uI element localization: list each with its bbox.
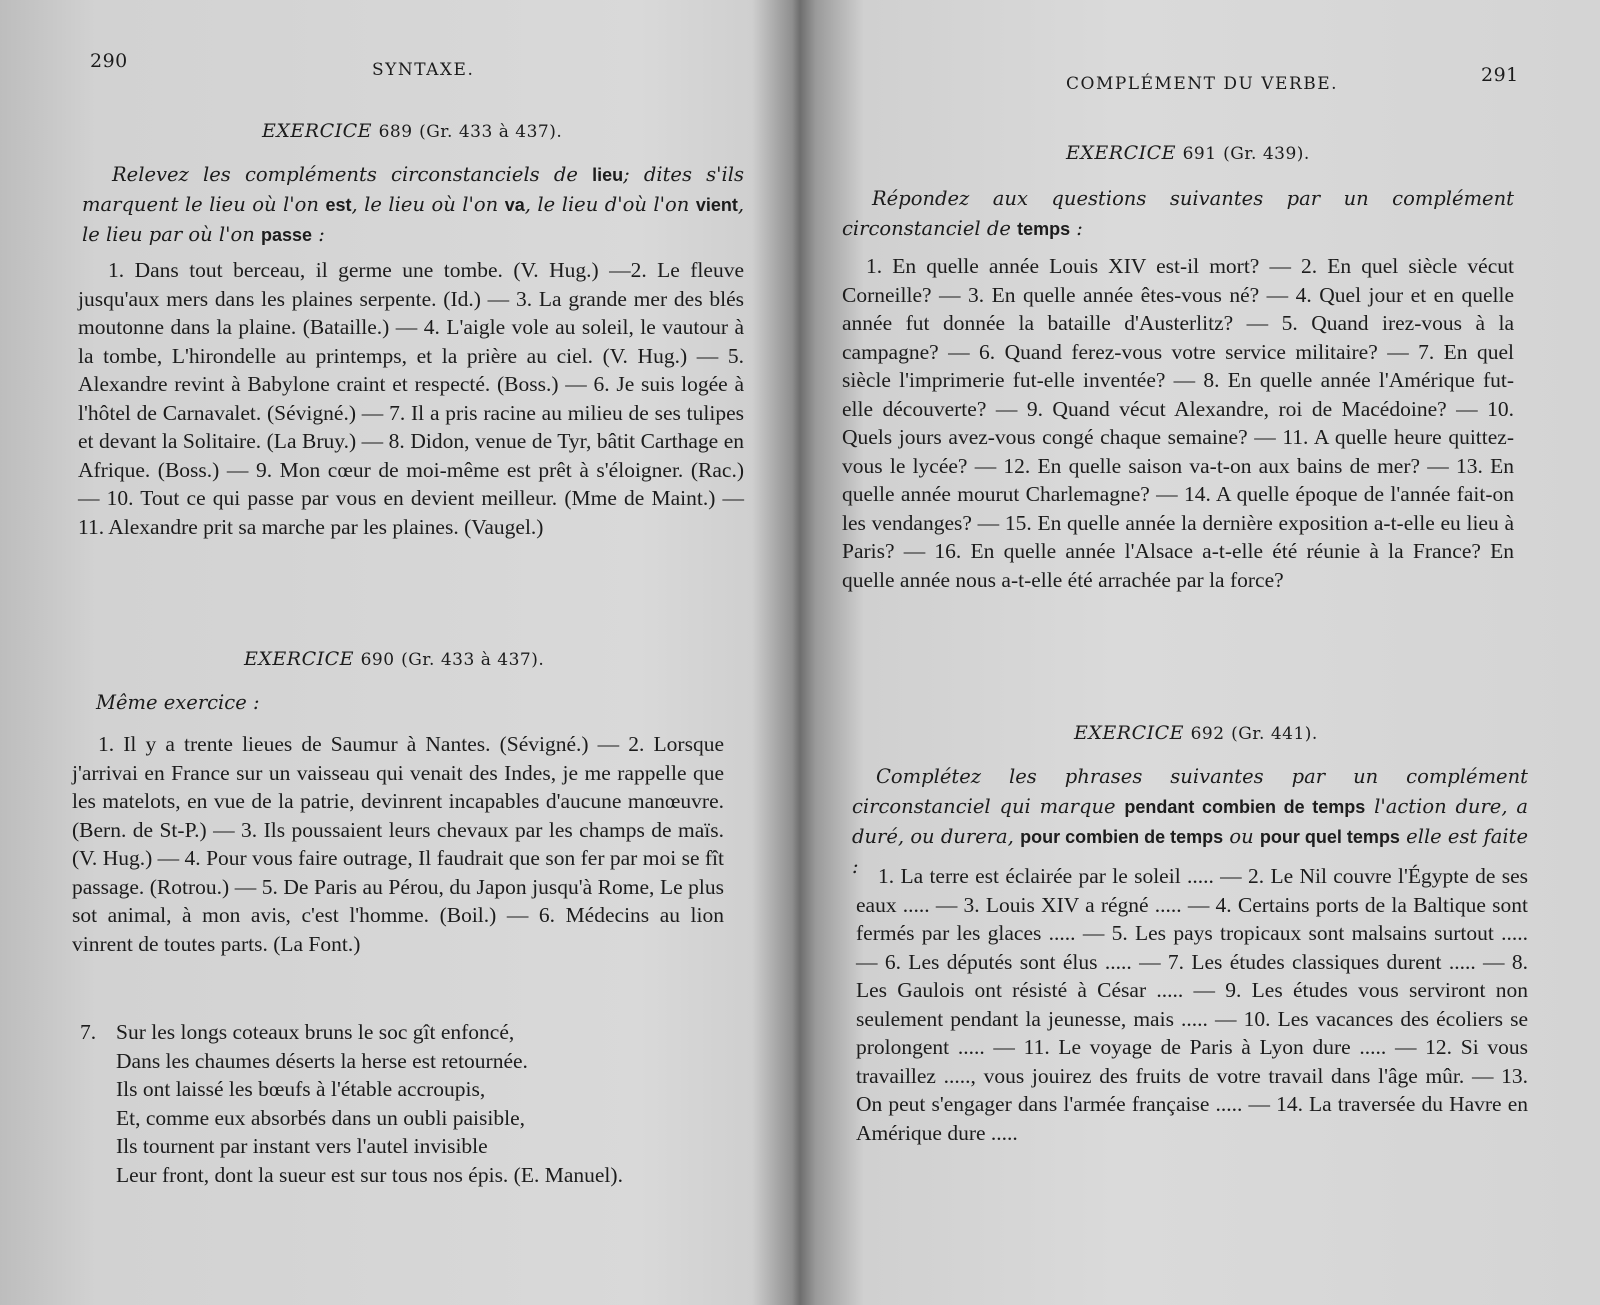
instruction-keyword: passe — [260, 225, 313, 245]
right-page — [800, 0, 1600, 1305]
instruction-text: , le lieu d'où l'on — [524, 193, 696, 216]
exercise-691-text: 1. En quelle année Louis XIV est-il mort? — 2. En quel siècle vécut Corneille? — 3. En quelle année êtes-vous né? — 4. Quel jour et en quelle année fut donnée la bataille d'Austerlitz? — 5. Quand irez-vous à la campagne? — 6. Quand ferez-vous votre service militaire? — 7. En quel siècle l'imprimerie fut-elle inventée? — 8. En quelle année l'Amérique fut-elle découverte? — 9. Quand vécut Alexandre, roi de Macédoine? — 10. Quels jours avez-vous congé chaque semaine? — 11. A quelle heure quittez-vous le lycée? — 12. En quelle saison va-t-on aux bains de mer? — 13. En quelle année mourut Charlemagne? — 14. A quelle époque de l'année fait-on les vendanges? — 15. En quelle année la dernière exposition a-t-elle eu lieu à Paris? — 16. En quelle année l'Alsace a-t-elle été réunie à la France? En quelle année nous a-t-elle été arrachée par la force? — [842, 254, 1514, 592]
instruction-text: , le lieu où l'on — [351, 193, 505, 216]
poem-line: Dans les chaumes déserts la herse est retournée. — [116, 1048, 528, 1073]
exercise-label: EXERCICE — [244, 648, 355, 670]
grammar-reference: (Gr. 433 à 437). — [419, 122, 563, 142]
exercise-label: EXERCICE — [1074, 722, 1185, 744]
exercise-number: 690 — [360, 650, 395, 670]
grammar-reference: (Gr. 433 à 437). — [401, 650, 545, 670]
poem-lines — [116, 1018, 740, 1189]
exercise-689-text: 1. Dans tout berceau, il germe une tombe. (V. Hug.) —2. Le fleuve jusqu'aux mers dans les plaines serpente. (Id.) — 3. La grande mer des blés moutonne dans la plaine. (Bataille.) — 4. L'aigle vole au soleil, le vautour à la tombe, L'hirondelle au printemps, et la prière au ciel. (V. Hug.) — 5. Alexandre revint à Babylone craint et respecté. (Boss.) — 6. Je suis logée à l'hôtel de Carnavalet. (Sévigné.) — 7. Il a pris racine au milieu de ses tulipes et devant la Solitaire. (La Bruy.) — 8. Didon, venue de Tyr, bâtit Carthage en Afrique. (Boss.) — 9. Mon cœur de moi-même est prêt à s'éloigner. (Rac.) — 10. Tout ce qui passe par vous en devient meilleur. (Mme de Maint.) — 11. Alexandre prit sa marche par les plaines. (Vaugel.) — [78, 258, 744, 539]
poem-number: 7. — [80, 1020, 97, 1044]
exercise-label: EXERCICE — [262, 120, 373, 142]
exercise-691-instruction — [842, 184, 1514, 244]
instruction-keyword: pour quel temps — [1259, 827, 1400, 847]
instruction-keyword: pendant combien de temps — [1124, 797, 1366, 817]
instruction-text: ou — [1223, 825, 1260, 848]
instruction-keyword: est — [325, 195, 352, 215]
poem-line: Sur les longs coteaux bruns le soc gît enfoncé, — [116, 1020, 515, 1044]
poem-line: Et, comme eux absorbés dans un oubli paisible, — [116, 1105, 526, 1130]
instruction-text: Relevez les compléments circonstanciels de — [112, 163, 593, 186]
instruction-text: Répondez aux questions suivantes par un complément circonstanciel de — [842, 187, 1514, 240]
running-head: SYNTAXE. — [372, 60, 475, 80]
exercise-690-text: 1. Il y a trente lieues de Saumur à Nantes. (Sévigné.) — 2. Lorsque j'arrivai en France sur un vaisseau qui venait des Indes, je me rappelle que les matelots, en vue de la patrie, devinrent incapables d'aucune manœuvre. (Bern. de St-P.) — 3. Ils poussaient leurs chevaux par les champs de maïs. (V. Hug.) — 4. Pour vous faire outrage, Il faudrait que son fer par moi se fît passage. (Rotrou.) — 5. De Paris au Pérou, du Japon jusqu'à Rome, Le plus sot animal, à mon avis, c'est l'homme. (Boil.) — 6. Médecins au lion vinrent de toutes parts. (La Font.) — [72, 732, 724, 956]
instruction-text: : — [312, 223, 325, 246]
exercise-689-instruction — [82, 160, 744, 250]
exercise-number: 689 — [378, 122, 413, 142]
instruction-keyword: pour combien de temps — [1020, 827, 1224, 847]
exercise-number: 692 — [1190, 724, 1225, 744]
exercise-690-title — [244, 648, 544, 670]
instruction-text: Complétez les phrases suivantes par un complément circonstanciel qui marque — [852, 765, 1528, 818]
instruction-keyword: va — [504, 195, 525, 215]
grammar-reference: (Gr. 439). — [1223, 144, 1310, 164]
instruction-keyword: vient — [695, 195, 738, 215]
running-head: COMPLÉMENT DU VERBE. — [1066, 74, 1339, 94]
poem-line: Leur front, dont la sueur est sur tous nos épis. (E. Manuel). — [116, 1162, 623, 1187]
exercise-692-title — [1074, 722, 1318, 744]
page-number: 290 — [90, 50, 128, 72]
instruction-text: elle est faite : — [852, 825, 1528, 878]
exercise-label: EXERCICE — [1066, 142, 1177, 164]
exercise-number: 691 — [1182, 144, 1217, 164]
page-number: 291 — [1481, 64, 1519, 86]
left-page — [0, 0, 790, 1305]
instruction-text: ; dites s'ils marquent le lieu où l'on — [82, 163, 745, 216]
instruction-keyword: temps — [1017, 219, 1071, 239]
exercise-690-instruction: Même exercice : — [96, 691, 260, 714]
instruction-text: : — [1070, 217, 1083, 240]
exercise-692-text: 1. La terre est éclairée par le soleil ..... — 2. Le Nil couvre l'Égypte de ses eaux ..... — 3. Louis XIV a régné ..... — 4. Certains ports de la Baltique sont fermés par les glaces ..... — 5. Les pays tropicaux sont malsains surtout ..... — 6. Les députés sont élus ..... — 7. Les études classiques durent ..... — 8. Les Gaulois ont résisté à César ..... — 9. Les études vous serviront non seulement pendant la jeunesse, mais ..... — 10. Les vacances des écoliers se prolongent ..... — 11. Le voyage de Paris à Lyon dure ..... — 12. Si vous travaillez ....., vous jouirez des fruits de votre travail dans l'âge mûr. — 13. On peut s'engager dans l'armée française ..... — 14. La traversée du Havre en Amérique dure ..... — [856, 864, 1528, 1145]
grammar-reference: (Gr. 441). — [1231, 724, 1318, 744]
poem-line: Ils ont laissé les bœufs à l'étable accroupis, — [116, 1077, 486, 1101]
exercise-691-title — [1066, 142, 1310, 164]
poem-line: Ils tournent par instant vers l'autel invisible — [116, 1134, 488, 1158]
instruction-keyword: lieu — [592, 165, 624, 185]
exercise-690-poem — [80, 1018, 740, 1189]
exercise-689-title — [262, 120, 562, 142]
instruction-text: l'action dure, a duré, ou durera, — [852, 795, 1528, 848]
instruction-text: , le lieu par où l'on — [82, 193, 745, 246]
